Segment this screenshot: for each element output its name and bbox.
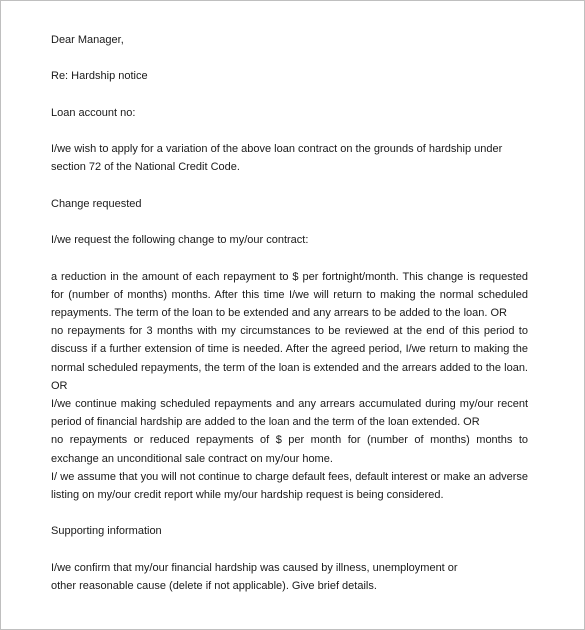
assumption-paragraph: I/ we assume that you will not continue to charge default fees, default interest or make an adverse listing on my/our credit report while my/our hardship request is being considered. xyxy=(51,470,528,501)
letter-body xyxy=(51,31,528,613)
option-reduced-repayment: a reduction in the amount of each repayment to $ per fortnight/month. This change is requested for (number of months) months. After this time I/we will return to making the normal scheduled repayments. The term of the loan to be extended and any arrears to be added to the loan. OR xyxy=(51,270,528,319)
change-requested-heading: Change requested xyxy=(51,197,142,210)
intro-paragraph: I/we wish to apply for a variation of the above loan contract on the grounds of hardship under section 72 of the National Credit Code. xyxy=(51,143,503,174)
supporting-information-heading: Supporting information xyxy=(51,525,162,538)
salutation: Dear Manager, xyxy=(51,34,124,46)
change-lead-paragraph: I/we request the following change to my/our contract: xyxy=(51,234,309,247)
subject-line: Re: Hardship notice xyxy=(51,70,148,83)
option-sale-contract: no repayments or reduced repayments of $ per month for (number of months) months to exchange an unconditional sale contract on my/our home. xyxy=(51,434,528,465)
supporting-information-paragraph: I/we confirm that my/our financial hardship was caused by illness, unemployment or other reasonable cause (delete if not applicable). Give brief details. xyxy=(51,561,458,592)
option-continue-repayments: I/we continue making scheduled repayments and any arrears accumulated during my/our recent period of financial hardship are added to the loan and the term of the loan extended. OR xyxy=(51,397,528,429)
option-no-repayments: no repayments for 3 months with my circumstances to be reviewed at the end of this period to discuss if a further extension of time is needed. After the agreed period, I/we return to making the normal scheduled repayments, the term of the loan is extended and the arrears added to the loan. OR xyxy=(51,325,528,392)
loan-account-line: Loan account no: xyxy=(51,106,136,119)
